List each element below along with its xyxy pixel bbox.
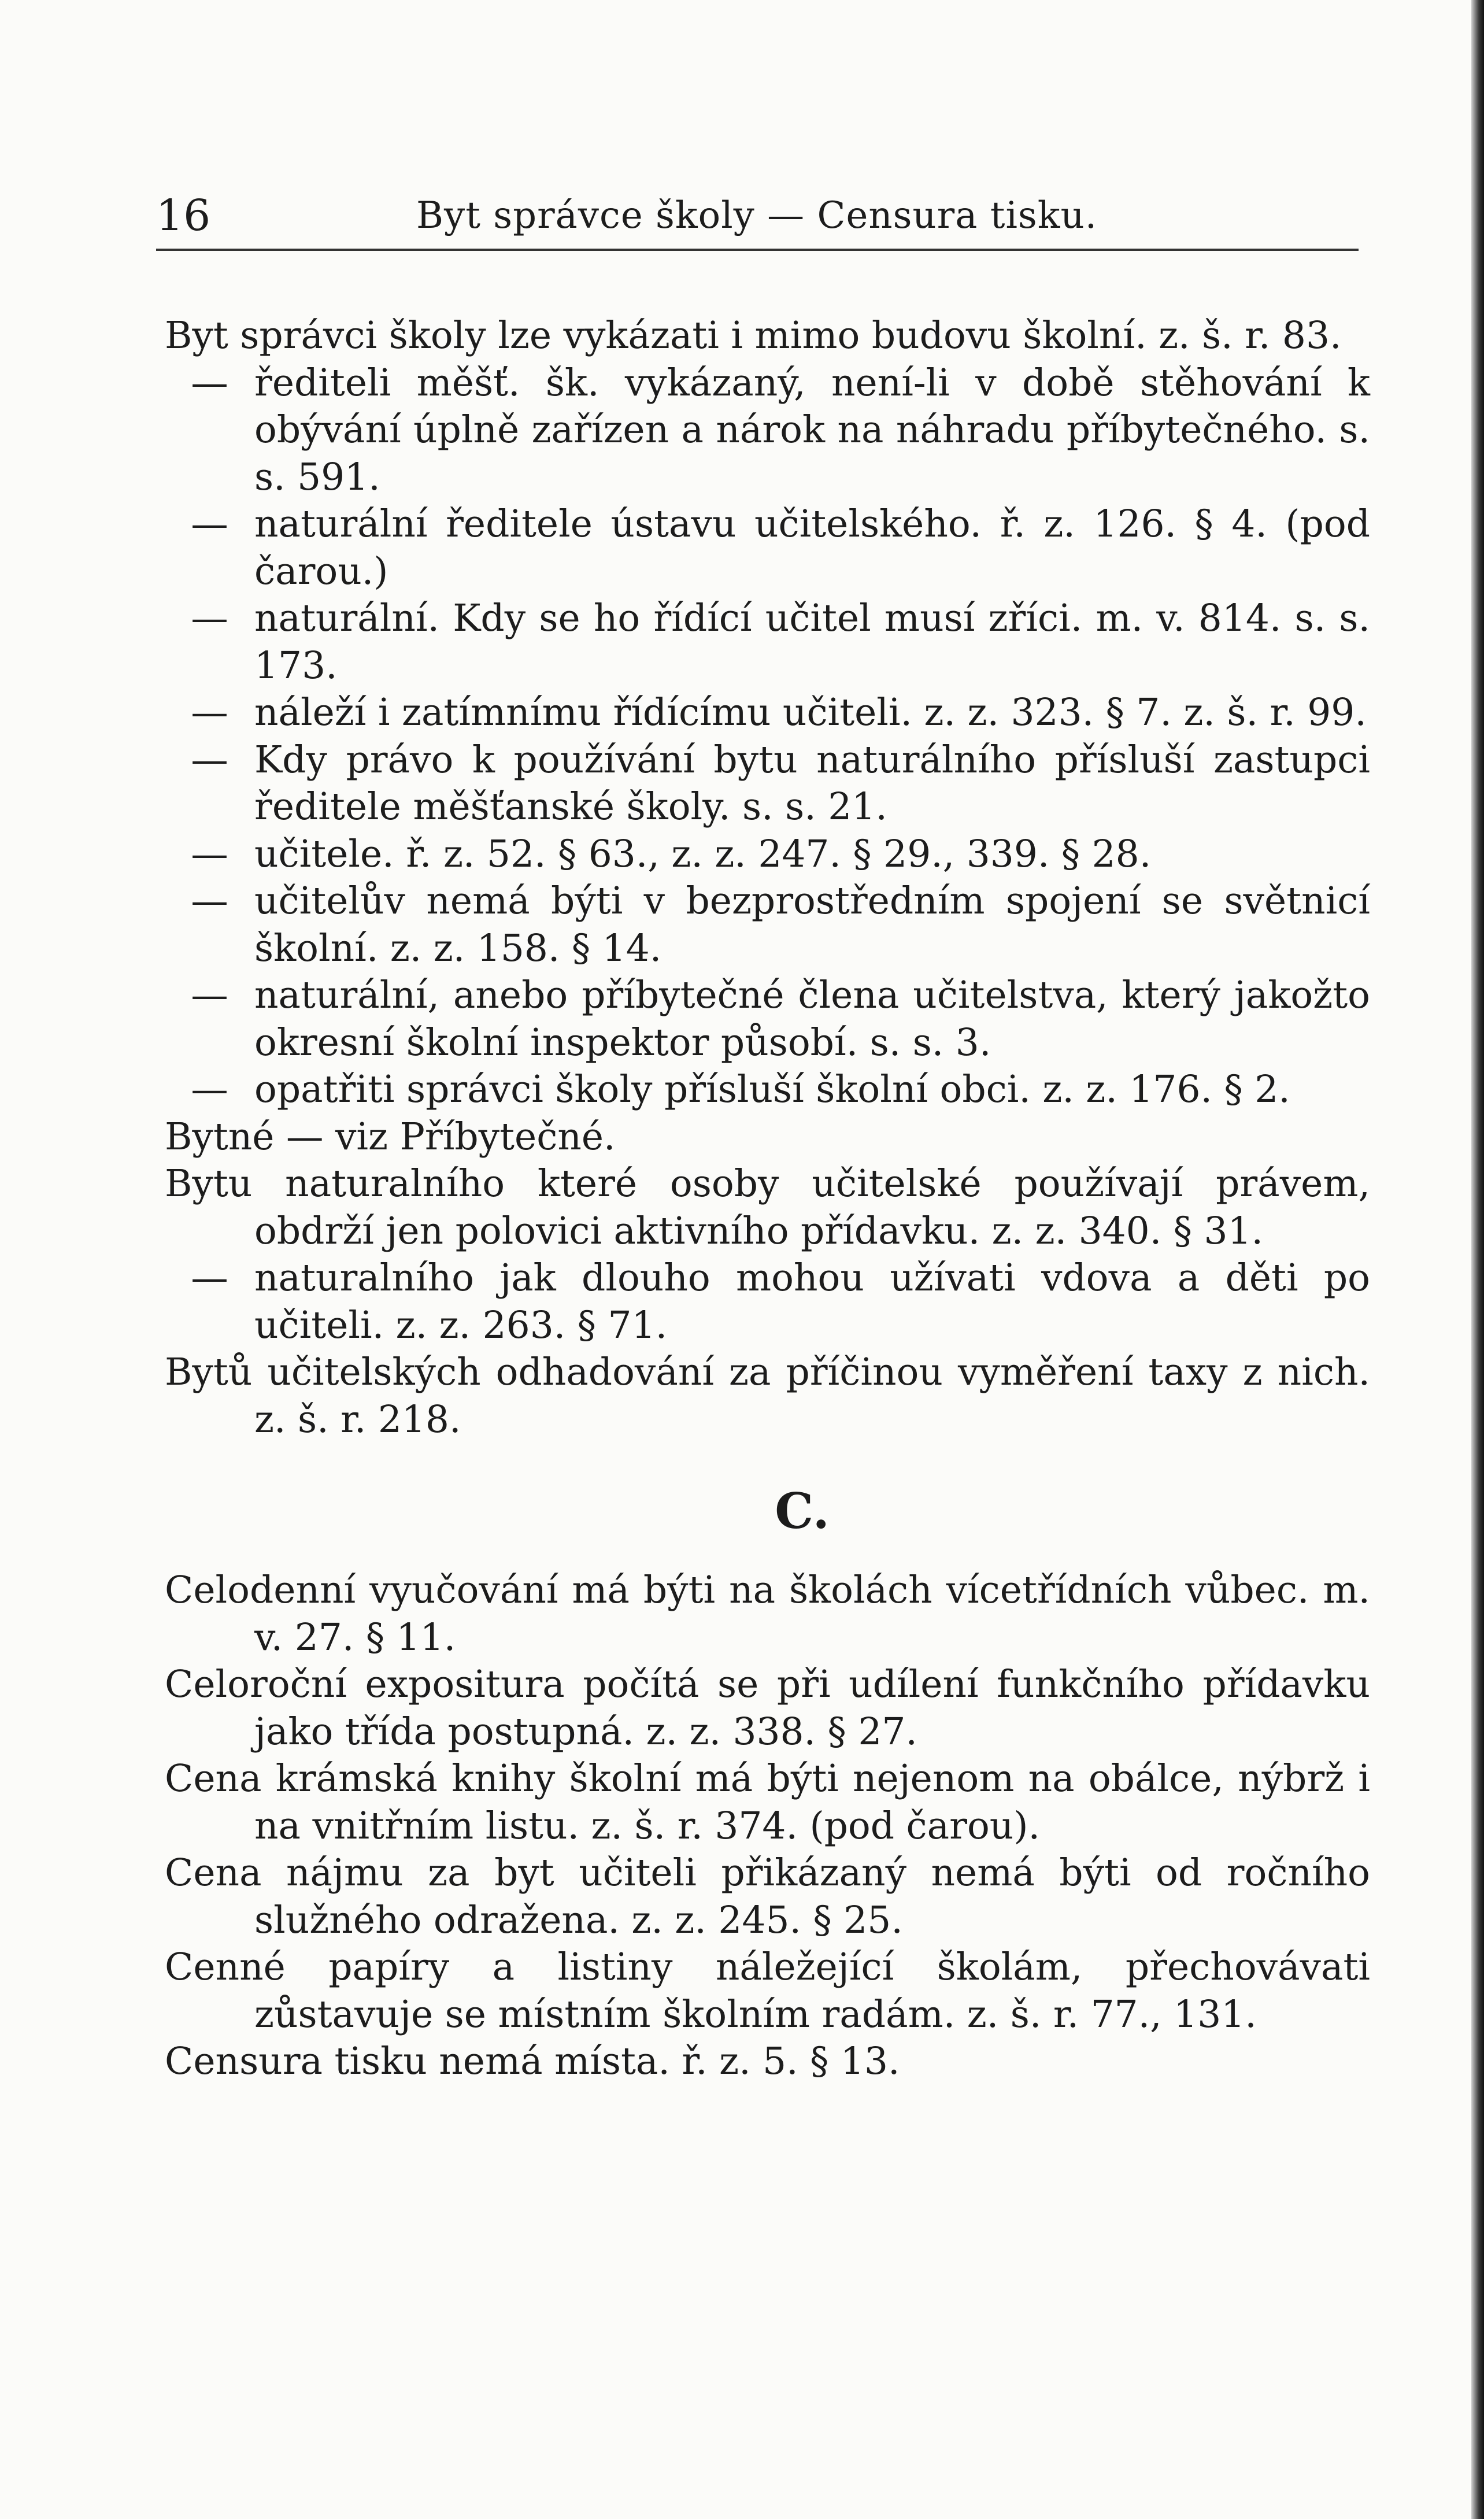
index-subentry [165,501,1370,595]
section-letter: C. [775,1482,830,1540]
entry-dash: — [191,597,228,640]
index-subentry [165,1255,1370,1349]
entry-text: Celodenní vyučování má býti na školách vícetřídních vůbec. m. v. 27. § 11. [165,1569,1370,1659]
entry-text: Cenné papíry a listiny náležející školám, přechovávati zůstavuje se místním školním radám. z. š. r. 77., 131. [165,1945,1370,2036]
index-subentry [165,878,1370,972]
entry-text: náleží i zatímnímu řídícímu učiteli. z. z. 323. § 7. z. š. r. 99. [254,691,1367,734]
entry-text: Kdy právo k používání bytu naturálního přísluší zastupci ředitele měšťanské školy. s. s. 21. [254,738,1370,828]
entry-text: řediteli měšť. šk. vykázaný, není-li v době stěhování k obývání úplně zařízen a nárok na náhradu příbytečného. s. s. 591. [254,361,1370,499]
index-entry [165,1114,1370,1161]
entry-text: naturální. Kdy se ho řídící učitel musí zříci. m. v. 814. s. s. 173. [254,597,1370,687]
page-number: 16 [156,191,211,241]
entry-text: učitelův nemá býti v bezprostředním spojení se světnicí školní. z. z. 158. § 14. [254,879,1370,970]
index-subentry [165,831,1370,878]
index-entry [165,312,1370,360]
entry-dash: — [191,1068,228,1111]
index-subentry [165,689,1370,737]
header-rule [156,249,1359,251]
entry-text: opatřiti správci školy přísluší školní obci. z. z. 176. § 2. [254,1068,1290,1111]
entry-text: učitele. ř. z. 52. § 63., z. z. 247. § 29., 339. § 28. [254,832,1152,876]
entry-dash: — [191,974,228,1017]
entry-text: Censura tisku nemá místa. ř. z. 5. § 13. [165,2040,900,2083]
entry-text: Cena nájmu za byt učiteli přikázaný nemá býti od ročního služného odražena. z. z. 245. § 25. [165,1851,1370,1942]
entry-dash: — [191,832,228,876]
index-content [165,312,1370,2085]
index-subentry [165,595,1370,689]
index-section-c [165,1567,1370,2085]
page-header [156,184,1359,247]
entry-text: Bytu naturalního které osoby učitelské používají právem, obdrží jen polovici aktivního přídavku. z. z. 340. § 31. [165,1162,1370,1253]
index-entry [165,2038,1370,2085]
index-subentry [165,972,1370,1066]
entry-text: Bytů učitelských odhadování za příčinou vyměření taxy z nich. z. š. r. 218. [165,1351,1370,1441]
entry-dash: — [191,879,228,923]
entry-text: naturální, anebo příbytečné člena učitelstva, který jakožto okresní školní inspektor působí. s. s. 3. [254,974,1370,1064]
index-subentry [165,737,1370,831]
entry-dash: — [191,361,228,405]
index-entry [165,1661,1370,1755]
index-subentry [165,360,1370,501]
entry-dash: — [191,738,228,782]
entry-text: naturalního jak dlouho mohou užívati vdova a děti po učiteli. z. z. 263. § 71. [254,1256,1370,1347]
index-entry [165,1755,1370,1850]
index-entry [165,1349,1370,1443]
index-section-b [165,312,1370,1443]
index-entry [165,1160,1370,1255]
entry-text: Celoroční expositura počítá se při udílení funkčního přídavku jako třída postupná. z. z. 338. § 27. [165,1663,1370,1754]
entry-dash: — [191,691,228,734]
entry-text: Cena krámská knihy školní má býti nejenom na obálce, nýbrž i na vnitřním listu. z. š. r. 374. (pod čarou). [165,1757,1370,1848]
entry-dash: — [191,1256,228,1300]
entry-text: naturální ředitele ústavu učitelského. ř. z. 126. § 4. (pod čarou.) [254,502,1370,593]
running-head: Byt správce školy — Censura tisku. [416,194,1098,237]
index-entry [165,1944,1370,2038]
page-edge [1471,0,1484,2519]
entry-text: Bytné — viz Příbytečné. [165,1115,616,1159]
index-subentry [165,1066,1370,1114]
index-entry [165,1850,1370,1944]
index-entry [165,1567,1370,1661]
entry-text: Byt správci školy lze vykázati i mimo budovu školní. z. š. r. 83. [165,314,1342,357]
entry-dash: — [191,502,228,546]
